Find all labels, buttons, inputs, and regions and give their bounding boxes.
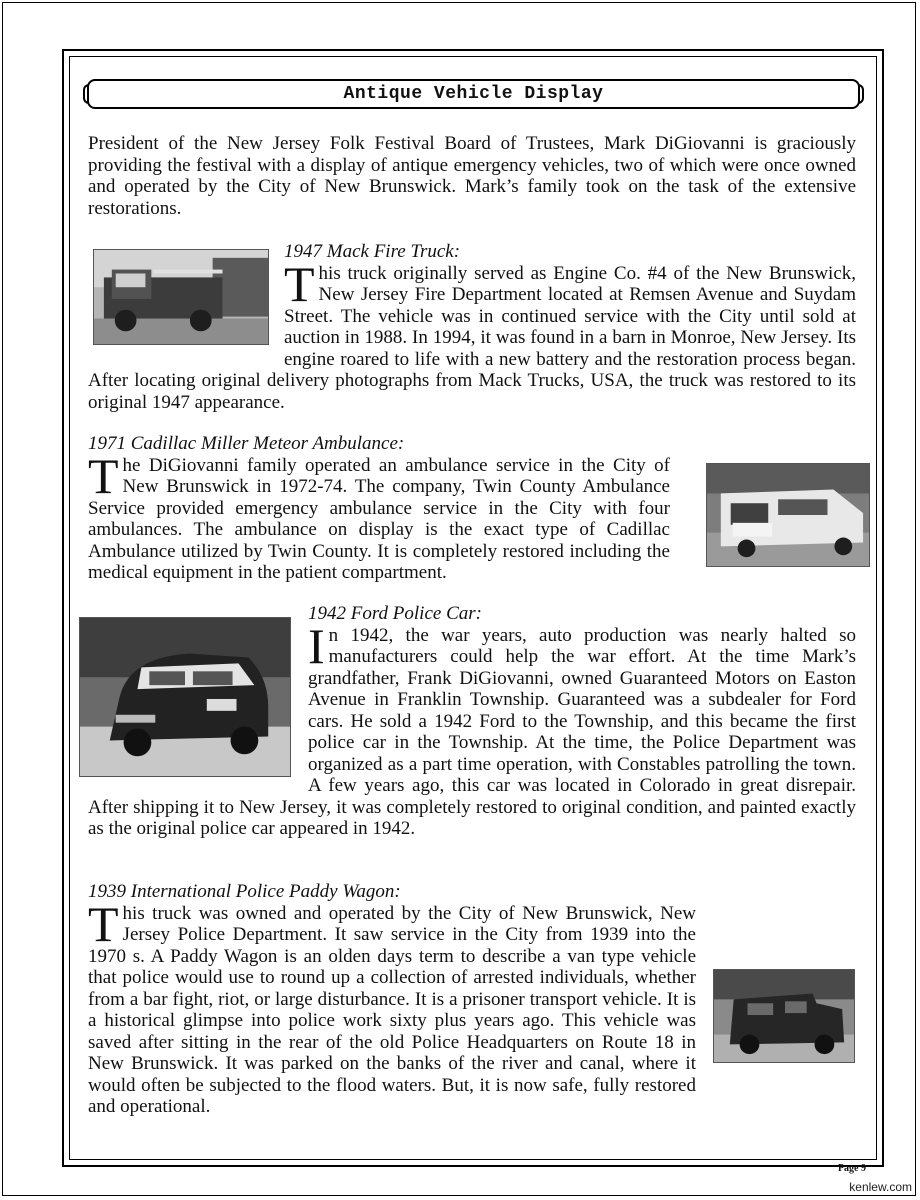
drop-cap: T	[284, 255, 315, 312]
section-heading: 1947 Mack Fire Truck:	[284, 241, 461, 262]
section-ambulance	[88, 433, 856, 585]
section-body: his truck originally served as Engine Co. #4 of the New Brunswick, New Jersey Fire Department located at Remsen Avenue and Suydam Street. The vehicle was in continued service with the City until sold at auction in 1988. In 1994, it was found in a barn in Monroe, New Jersey. Its engine roared to life with a new battery and the restoration process began. After locating original delivery photographs from Mack Trucks, USA, the truck was restored to its original 1947 appearance.	[88, 262, 856, 413]
drop-cap: T	[88, 447, 119, 504]
intro-paragraph	[88, 133, 856, 219]
intro-text: President of the New Jersey Folk Festival Board of Trustees, Mark DiGiovanni is graciously providing the festival with a display of antique emergency vehicles, two of which were once owned and operated by the City of New Brunswick. Mark’s family took on the task of the extensive restorations.	[88, 133, 856, 219]
title-banner	[87, 79, 860, 109]
section-body: his truck was owned and operated by the City of New Brunswick, New Jersey Police Department. It saw service in the City from 1939 into the 1970 s. A Paddy Wagon is an olden days term to describe a van type vehicle that police would use to round up a collection of arrested individuals, whether from a bar fight, riot, or large disturbance. It is a prisoner transport vehicle. It is a historical glimpse into police work sixty plus years ago. This vehicle was saved after sitting in the rear of the old Police Headquarters on Route 18 in New Brunswick. It was parked on the banks of the river and canal, where it would often be subjected to the flood waters. But, it is now safe, fully restored and operational.	[88, 902, 696, 1117]
section-body: n 1942, the war years, auto production was nearly halted so manufacturers could help the war effort. At the time Mark’s grandfather, Frank DiGiovanni, owned Guaranteed Motors on Easton Avenue in Franklin Township. Guaranteed was a subdealer for Ford cars. He sold a 1942 Ford to the Township, and this became the first police car in the Township. At the time, the Police Department was organized as a part time operation, with Constables patrolling the town. A few years ago, this car was located in Colorado in great disrepair. After shipping it to New Jersey, it was completely restored to original condition, and painted exactly as the original police car appeared in 1942.	[88, 624, 856, 839]
drop-cap: T	[88, 895, 119, 952]
section-heading: 1942 Ford Police Car:	[308, 603, 482, 624]
page-title: Antique Vehicle Display	[343, 84, 604, 104]
section-paddy-wagon	[88, 881, 856, 1118]
section-body: he DiGiovanni family operated an ambulance service in the City of New Brunswick in 1972-74. The company, Twin County Ambulance Service provided emergency ambulance service in the City with four ambulances. The ambulance on display is the exact type of Cadillac Ambulance utilized by Twin County. It is completely restored including the medical equipment in the patient compartment.	[88, 454, 670, 583]
section-police-car	[88, 603, 856, 840]
section-heading: 1971 Cadillac Miller Meteor Ambulance:	[88, 433, 405, 454]
page-number: Page 9	[837, 1163, 866, 1174]
section-fire-truck	[88, 241, 856, 413]
site-watermark: kenlew.com	[849, 1180, 912, 1194]
section-heading: 1939 International Police Paddy Wagon:	[88, 881, 401, 902]
drop-cap: I	[308, 617, 325, 674]
